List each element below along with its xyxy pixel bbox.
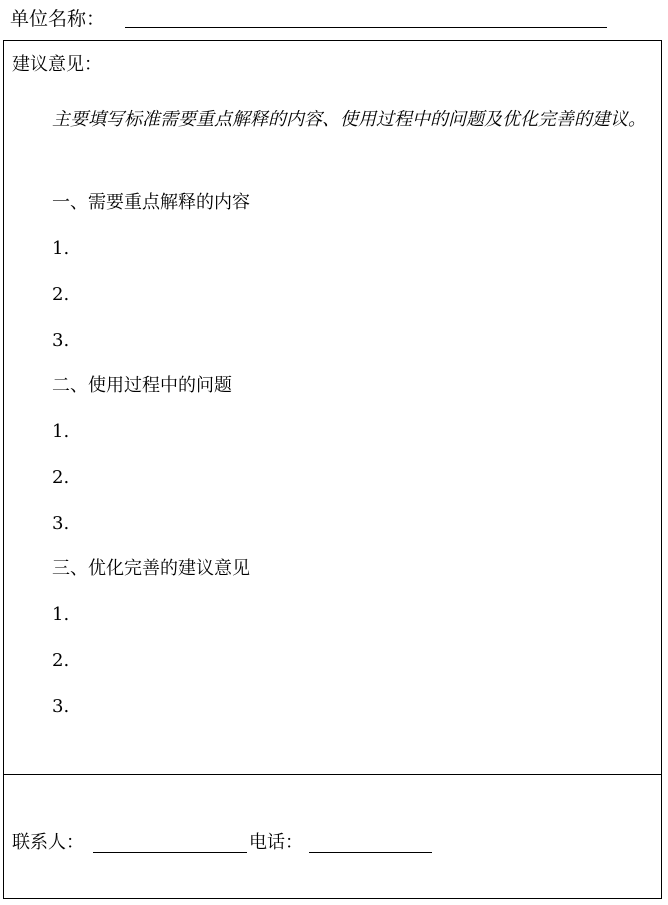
section-2-item-3[interactable]: 3.: [52, 513, 70, 534]
section-2-item-1[interactable]: 1.: [52, 421, 70, 442]
form-heading: 建议意见：: [12, 54, 102, 75]
unit-name-input-line[interactable]: [125, 27, 607, 28]
section-title-problems: 二、使用过程中的问题: [52, 375, 232, 396]
section-1-item-3[interactable]: 3.: [52, 330, 70, 351]
section-3-item-1[interactable]: 1.: [52, 604, 70, 625]
suggestion-form: [3, 40, 662, 899]
unit-name-label: 单位名称：: [10, 8, 106, 30]
contact-label: 联系人：: [12, 832, 84, 853]
section-3-item-2[interactable]: 2.: [52, 650, 70, 671]
phone-input-line[interactable]: [309, 852, 432, 853]
section-1-item-1[interactable]: 1.: [52, 238, 70, 259]
section-1-item-2[interactable]: 2.: [52, 284, 70, 305]
form-divider: [4, 774, 661, 775]
contact-input-line[interactable]: [93, 852, 247, 853]
section-2-item-2[interactable]: 2.: [52, 467, 70, 488]
form-instruction: 主要填写标准需要重点解释的内容、使用过程中的问题及优化完善的建议。: [52, 109, 646, 130]
phone-label: 电话：: [249, 832, 303, 853]
section-title-improvement: 三、优化完善的建议意见: [52, 558, 250, 579]
section-title-explanation: 一、需要重点解释的内容: [52, 192, 250, 213]
section-3-item-3[interactable]: 3.: [52, 696, 70, 717]
